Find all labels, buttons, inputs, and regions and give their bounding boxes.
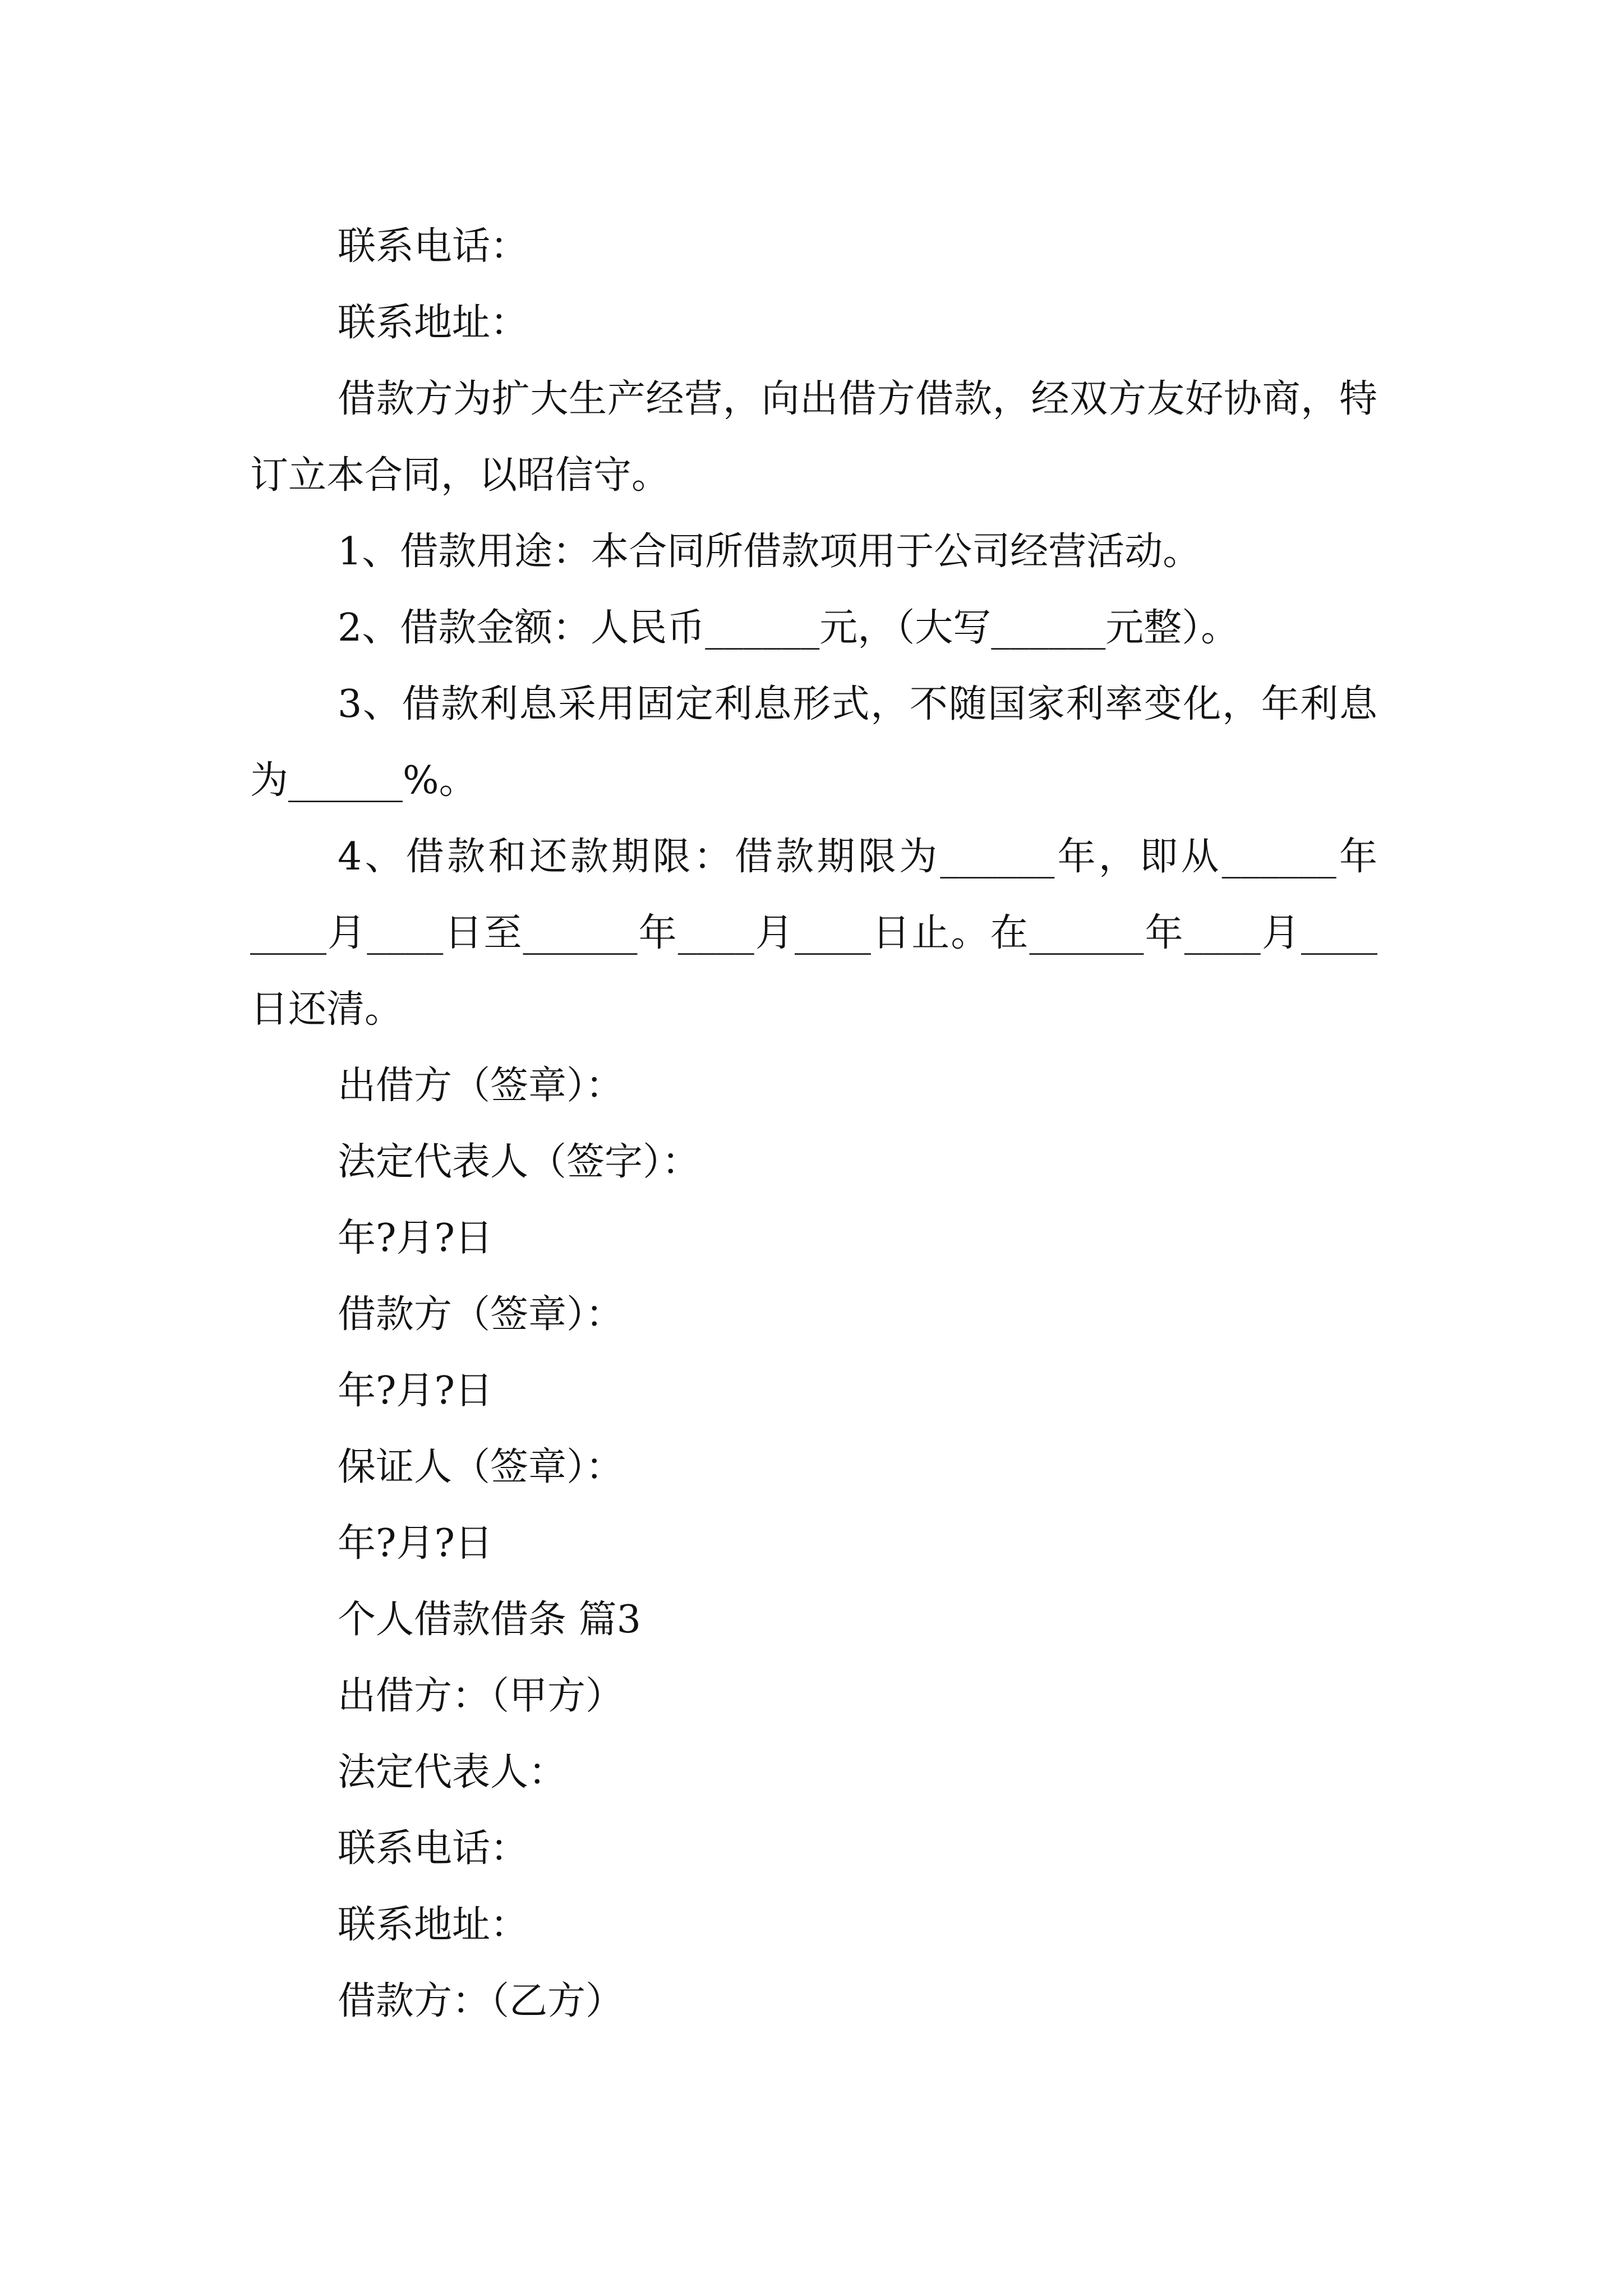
legal-representative-signature-label: 法定代表人（签字）： <box>338 1140 700 1184</box>
legal-representative-label: 法定代表人： <box>338 1750 567 1795</box>
clause-2-amount: 2、借款金额：人民币______元，（大写______元整）。 <box>338 606 1239 650</box>
section-heading: 个人借款借条 篇3 <box>338 1598 641 1642</box>
date-line: 年?月?日 <box>338 1521 493 1566</box>
contact-phone-label: 联系电话： <box>338 1826 529 1871</box>
document-body <box>250 209 1377 2040</box>
lender-signature-label: 出借方（签章）： <box>338 1064 624 1108</box>
contact-phone-label: 联系电话： <box>338 224 529 269</box>
contact-address-label: 联系地址： <box>338 1903 529 1947</box>
contact-address-label: 联系地址： <box>338 301 529 345</box>
date-line: 年?月?日 <box>338 1369 493 1413</box>
borrower-party-label: 借款方：（乙方） <box>338 1979 624 2023</box>
contract-preamble: 借款方为扩大生产经营，向出借方借款，经双方友好协商，特订立本合同，以昭信守。 <box>250 377 1377 498</box>
lender-party-label: 出借方：（甲方） <box>338 1674 624 1718</box>
clause-1-purpose: 1、借款用途：本合同所借款项用于公司经营活动。 <box>338 530 1201 574</box>
date-line: 年?月?日 <box>338 1216 493 1260</box>
borrower-signature-label: 借款方（签章）： <box>338 1292 624 1337</box>
clause-4-term: 4、借款和还款期限：借款期限为______年，即从______年____月____日至______年____月____日止。在______年____月____日还清。 <box>250 835 1377 1032</box>
clause-3-interest: 3、借款利息采用固定利息形式，不随国家利率变化，年利息为______%。 <box>250 682 1377 803</box>
guarantor-signature-label: 保证人（签章）： <box>338 1445 624 1489</box>
